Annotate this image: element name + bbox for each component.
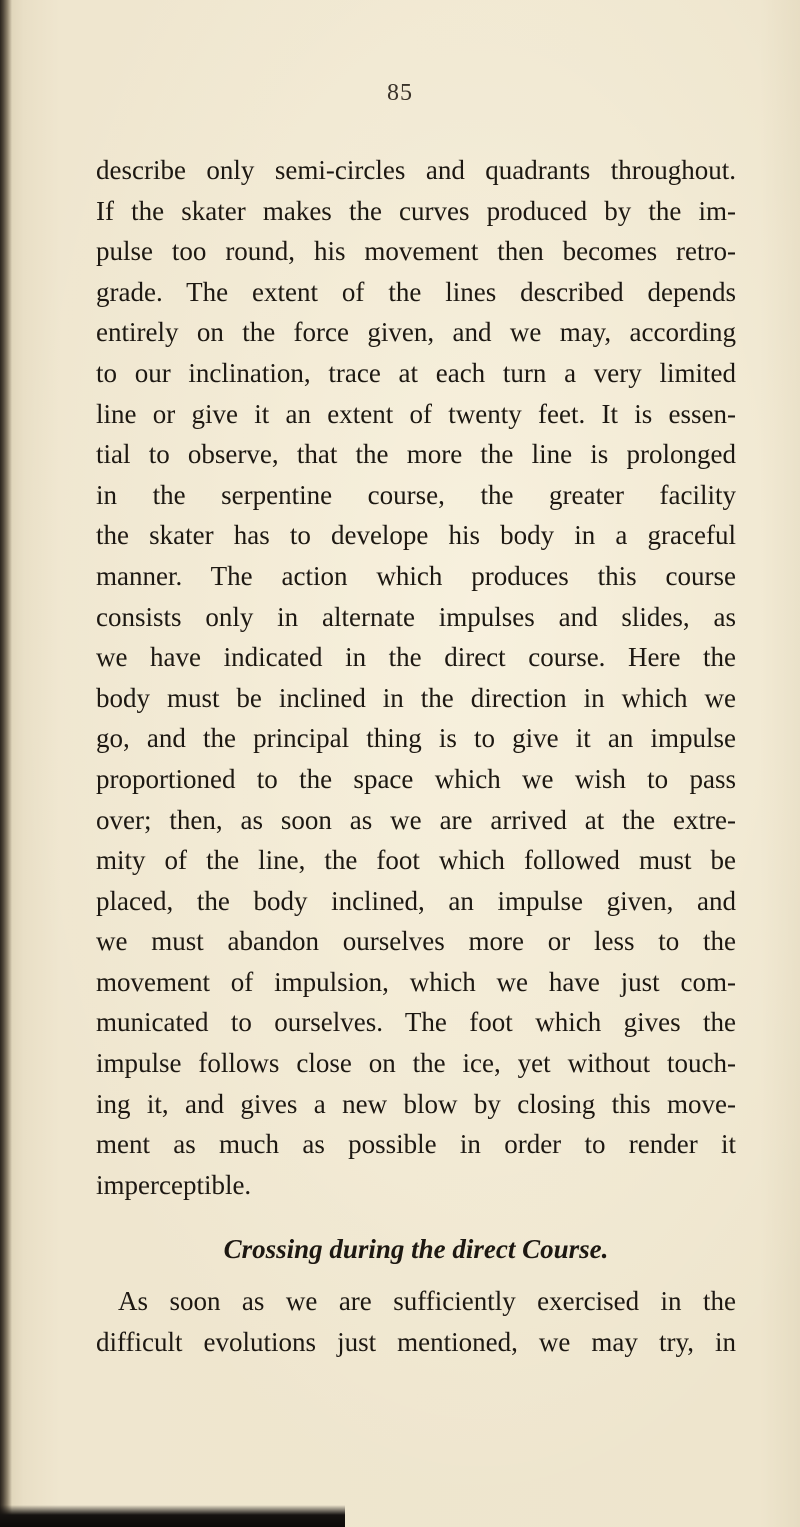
body-text (96, 150, 736, 1363)
text-line: the skater has to develope his body in a graceful (96, 520, 736, 551)
text-line: impulse follows close on the ice, yet without touch- (96, 1048, 736, 1079)
section-heading: Crossing during the direct Course. (223, 1234, 609, 1265)
text-line: go, and the principal thing is to give it an impulse (96, 723, 736, 754)
text-line: ment as much as possible in order to render it (96, 1129, 736, 1160)
text-line: movement of impulsion, which we have just com- (96, 966, 736, 997)
text-line: entirely on the force given, and we may, according (96, 317, 736, 348)
text-line: we must abandon ourselves more or less to the (96, 926, 736, 957)
text-line: If the skater makes the curves produced by the im- (96, 195, 736, 226)
text-line: proportioned to the space which we wish to pass (96, 763, 736, 794)
text-line: over; then, as soon as we are arrived at the extre- (96, 804, 736, 835)
paragraph-2 (96, 1281, 736, 1362)
text-line: manner. The action which produces this course (96, 560, 736, 591)
text-line: mity of the line, the foot which followed must be (96, 845, 736, 876)
text-line: municated to ourselves. The foot which gives the (96, 1007, 736, 1038)
text-line: placed, the body inclined, an impulse given, and (96, 885, 736, 916)
text-line: grade. The extent of the lines described depends (96, 276, 736, 307)
text-line: to our inclination, trace at each turn a very limited (96, 357, 736, 388)
text-line: in the serpentine course, the greater facility (96, 479, 736, 510)
text-line: As soon as we are sufficiently exercised in the (118, 1286, 736, 1317)
scan-shadow-bar (0, 1505, 345, 1527)
text-line: imperceptible. (96, 1169, 252, 1200)
binding-edge (0, 0, 12, 1527)
paragraph-1 (96, 150, 736, 1205)
text-line: difficult evolutions just mentioned, we may try, in (96, 1327, 736, 1358)
page-number: 85 (387, 80, 413, 106)
text-line: we have indicated in the direct course. Here the (96, 642, 736, 673)
text-line: consists only in alternate impulses and slides, as (96, 601, 736, 632)
text-line: describe only semi-circles and quadrants throughout. (96, 155, 736, 185)
text-line: line or give it an extent of twenty feet. It is essen- (96, 398, 736, 429)
text-line: tial to observe, that the more the line is prolonged (96, 439, 736, 470)
text-line: body must be inclined in the direction in which we (96, 682, 736, 713)
text-line: ing it, and gives a new blow by closing this move- (96, 1088, 736, 1119)
text-line: pulse too round, his movement then becomes retro- (96, 236, 736, 267)
